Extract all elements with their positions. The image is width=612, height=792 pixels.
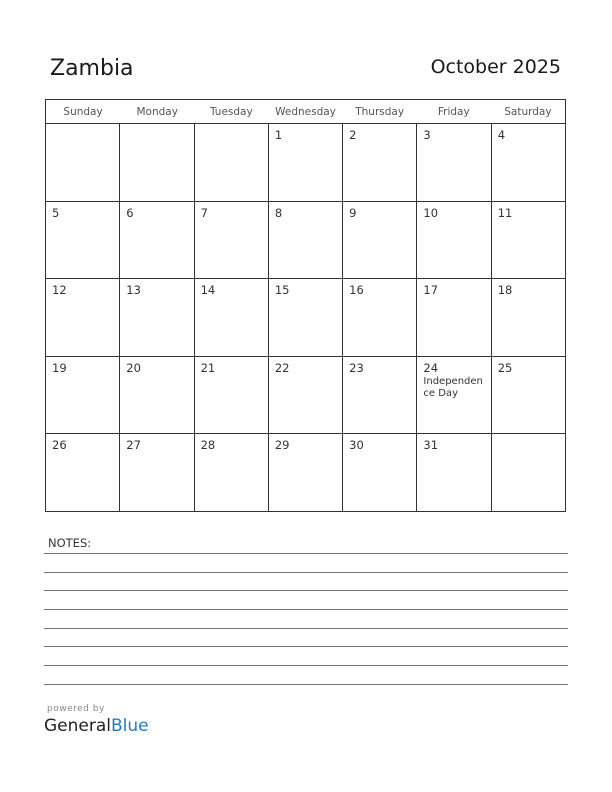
day-cell — [195, 279, 269, 356]
day-cell — [269, 434, 343, 511]
day-cell — [417, 202, 491, 279]
day-number: 4 — [497, 128, 506, 142]
day-cell — [492, 357, 565, 434]
day-number: 20 — [126, 360, 141, 375]
day-number: 13 — [126, 283, 141, 298]
powered-by-text: powered by — [47, 704, 105, 714]
day-cell — [343, 124, 417, 201]
day-number: 18 — [497, 283, 513, 298]
day-cell — [46, 434, 120, 511]
day-cell — [492, 202, 565, 279]
calendar-week-row — [46, 279, 565, 357]
day-cell — [120, 202, 194, 279]
day-number: 8 — [274, 205, 283, 220]
note-line — [44, 572, 568, 573]
weekday-tuesday: Tuesday — [209, 106, 253, 118]
day-cell — [269, 202, 343, 279]
day-cell — [195, 124, 269, 201]
day-cell — [417, 279, 491, 356]
calendar-week-row — [46, 202, 565, 280]
day-number: 9 — [349, 205, 357, 220]
day-cell — [417, 434, 491, 511]
day-cell — [269, 124, 343, 201]
day-cell — [269, 357, 343, 434]
weekday-wednesday: Wednesday — [275, 106, 336, 118]
day-cell — [46, 124, 120, 201]
day-cell — [46, 202, 120, 279]
calendar-weeks — [46, 124, 565, 511]
day-number: 15 — [274, 283, 290, 298]
day-number: 27 — [126, 438, 141, 453]
day-number: 30 — [349, 438, 364, 453]
weekday-friday: Friday — [437, 106, 470, 118]
day-cell — [417, 357, 491, 434]
day-cell — [492, 124, 565, 201]
day-cell — [46, 357, 120, 434]
day-number: 14 — [200, 283, 216, 298]
calendar-grid — [45, 99, 566, 512]
day-number: 23 — [349, 360, 364, 375]
day-cell — [492, 434, 565, 511]
day-number: 1 — [274, 128, 283, 142]
brand-general-text: General — [44, 716, 111, 736]
day-number: 7 — [200, 205, 208, 220]
day-number: 2 — [349, 128, 357, 142]
day-number: 6 — [126, 205, 134, 220]
weekday-header-row — [46, 100, 565, 124]
weekday-monday: Monday — [136, 106, 178, 118]
day-cell — [195, 434, 269, 511]
note-line — [44, 628, 568, 629]
day-number: 22 — [274, 360, 290, 375]
country-title: Zambia — [50, 56, 134, 81]
day-number: 25 — [497, 360, 513, 375]
day-number: 19 — [52, 360, 67, 375]
day-number: 21 — [200, 360, 216, 375]
holiday-label: Independence Day — [423, 375, 483, 399]
day-cell — [492, 279, 565, 356]
day-cell — [120, 434, 194, 511]
notes-label: NOTES: — [48, 536, 92, 550]
day-cell — [417, 124, 491, 201]
day-number: 29 — [274, 438, 290, 453]
note-line — [44, 646, 568, 647]
day-cell — [120, 124, 194, 201]
note-line — [44, 590, 568, 591]
day-cell — [343, 357, 417, 434]
day-number: 24 — [423, 360, 439, 375]
day-number: 31 — [423, 438, 439, 453]
calendar-week-row — [46, 124, 565, 202]
day-number: 3 — [423, 128, 431, 142]
note-line — [44, 684, 568, 685]
day-number: 12 — [52, 283, 67, 298]
weekday-saturday: Saturday — [504, 106, 552, 118]
day-cell — [120, 279, 194, 356]
weekday-sunday: Sunday — [63, 106, 103, 118]
note-line — [44, 609, 568, 610]
day-cell — [343, 279, 417, 356]
note-line — [44, 665, 568, 666]
day-number: 26 — [52, 438, 67, 453]
day-number: 11 — [497, 205, 513, 220]
month-title: October 2025 — [430, 56, 561, 78]
day-number: 17 — [423, 283, 439, 298]
day-cell — [195, 357, 269, 434]
day-cell — [195, 202, 269, 279]
brand-name — [44, 716, 149, 736]
calendar-week-row — [46, 357, 565, 435]
generalblue-logo — [44, 704, 149, 736]
calendar-week-row — [46, 434, 565, 511]
day-cell — [46, 279, 120, 356]
weekday-thursday: Thursday — [355, 106, 405, 118]
day-number: 28 — [200, 438, 216, 453]
day-cell — [343, 202, 417, 279]
day-cell — [120, 357, 194, 434]
note-line — [44, 553, 568, 554]
day-number: 16 — [349, 283, 364, 298]
day-number: 5 — [52, 205, 60, 220]
day-cell — [269, 279, 343, 356]
brand-blue-text: Blue — [111, 716, 149, 736]
day-cell — [343, 434, 417, 511]
day-number: 10 — [423, 205, 439, 220]
